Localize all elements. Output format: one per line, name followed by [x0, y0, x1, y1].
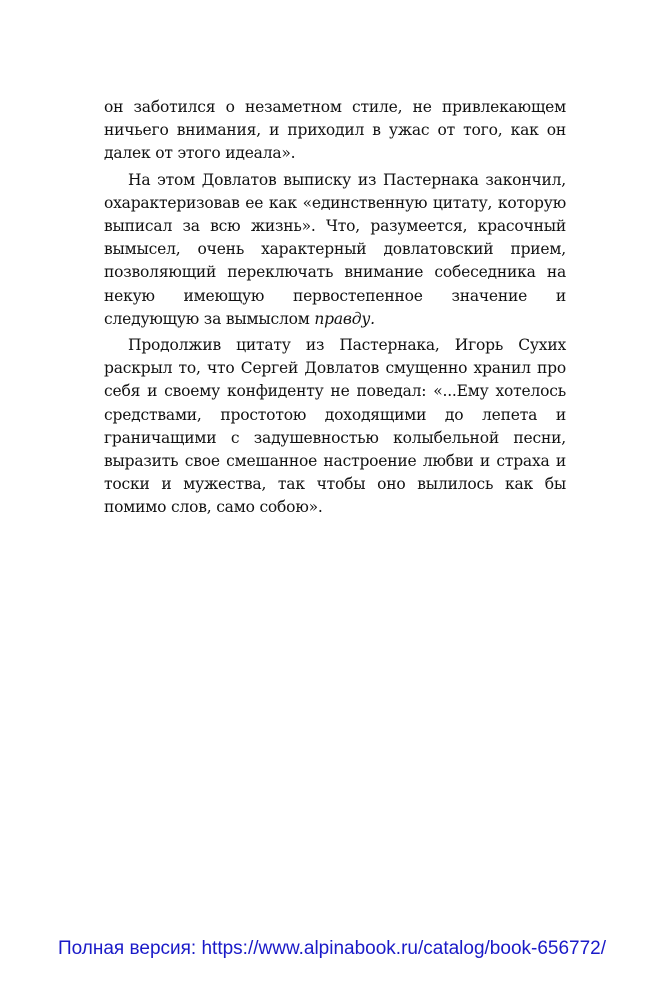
- body-text: [104, 96, 566, 520]
- paragraph-pasternak-continuation: Продолжив цитату из Пастернака, Игорь Сухих раскрыл то, что Сергей Довлатов смущенно хранил про себя и своему конфиденту не поведал: «...Ему хотелось средствами, простотою доходящими до лепета и граничащими с задушевностью колыбельной песни, выразить свое смешанное настроение любви и страха и тоски и мужества, так чтобы оно вылилось как бы помимо слов, само собою».: [104, 336, 566, 517]
- paragraph-dovlatov-quote: [104, 169, 566, 331]
- paragraph-dovlatov-text: На этом Довлатов выписку из Пастернака закончил, охарактеризовав ее как «единственную цитату, которую выписал за всю жизнь». Что, разумеется, красочный вымысел, очень характерный довлатовский прием, позволяющий переключать внимание собеседника на некую имеющую первостепенное значение и следующую за вымыслом: [104, 170, 566, 328]
- italic-word-pravdu: правду.: [314, 309, 375, 328]
- paragraph-continuation: он заботился о незаметном стиле, не привлекающем ничьего внимания, и приходил в ужас от того, как он далек от этого идеала».: [104, 98, 566, 163]
- full-version-link[interactable]: Полная версия: https://www.alpinabook.ru/catalog/book-656772/: [57, 938, 607, 959]
